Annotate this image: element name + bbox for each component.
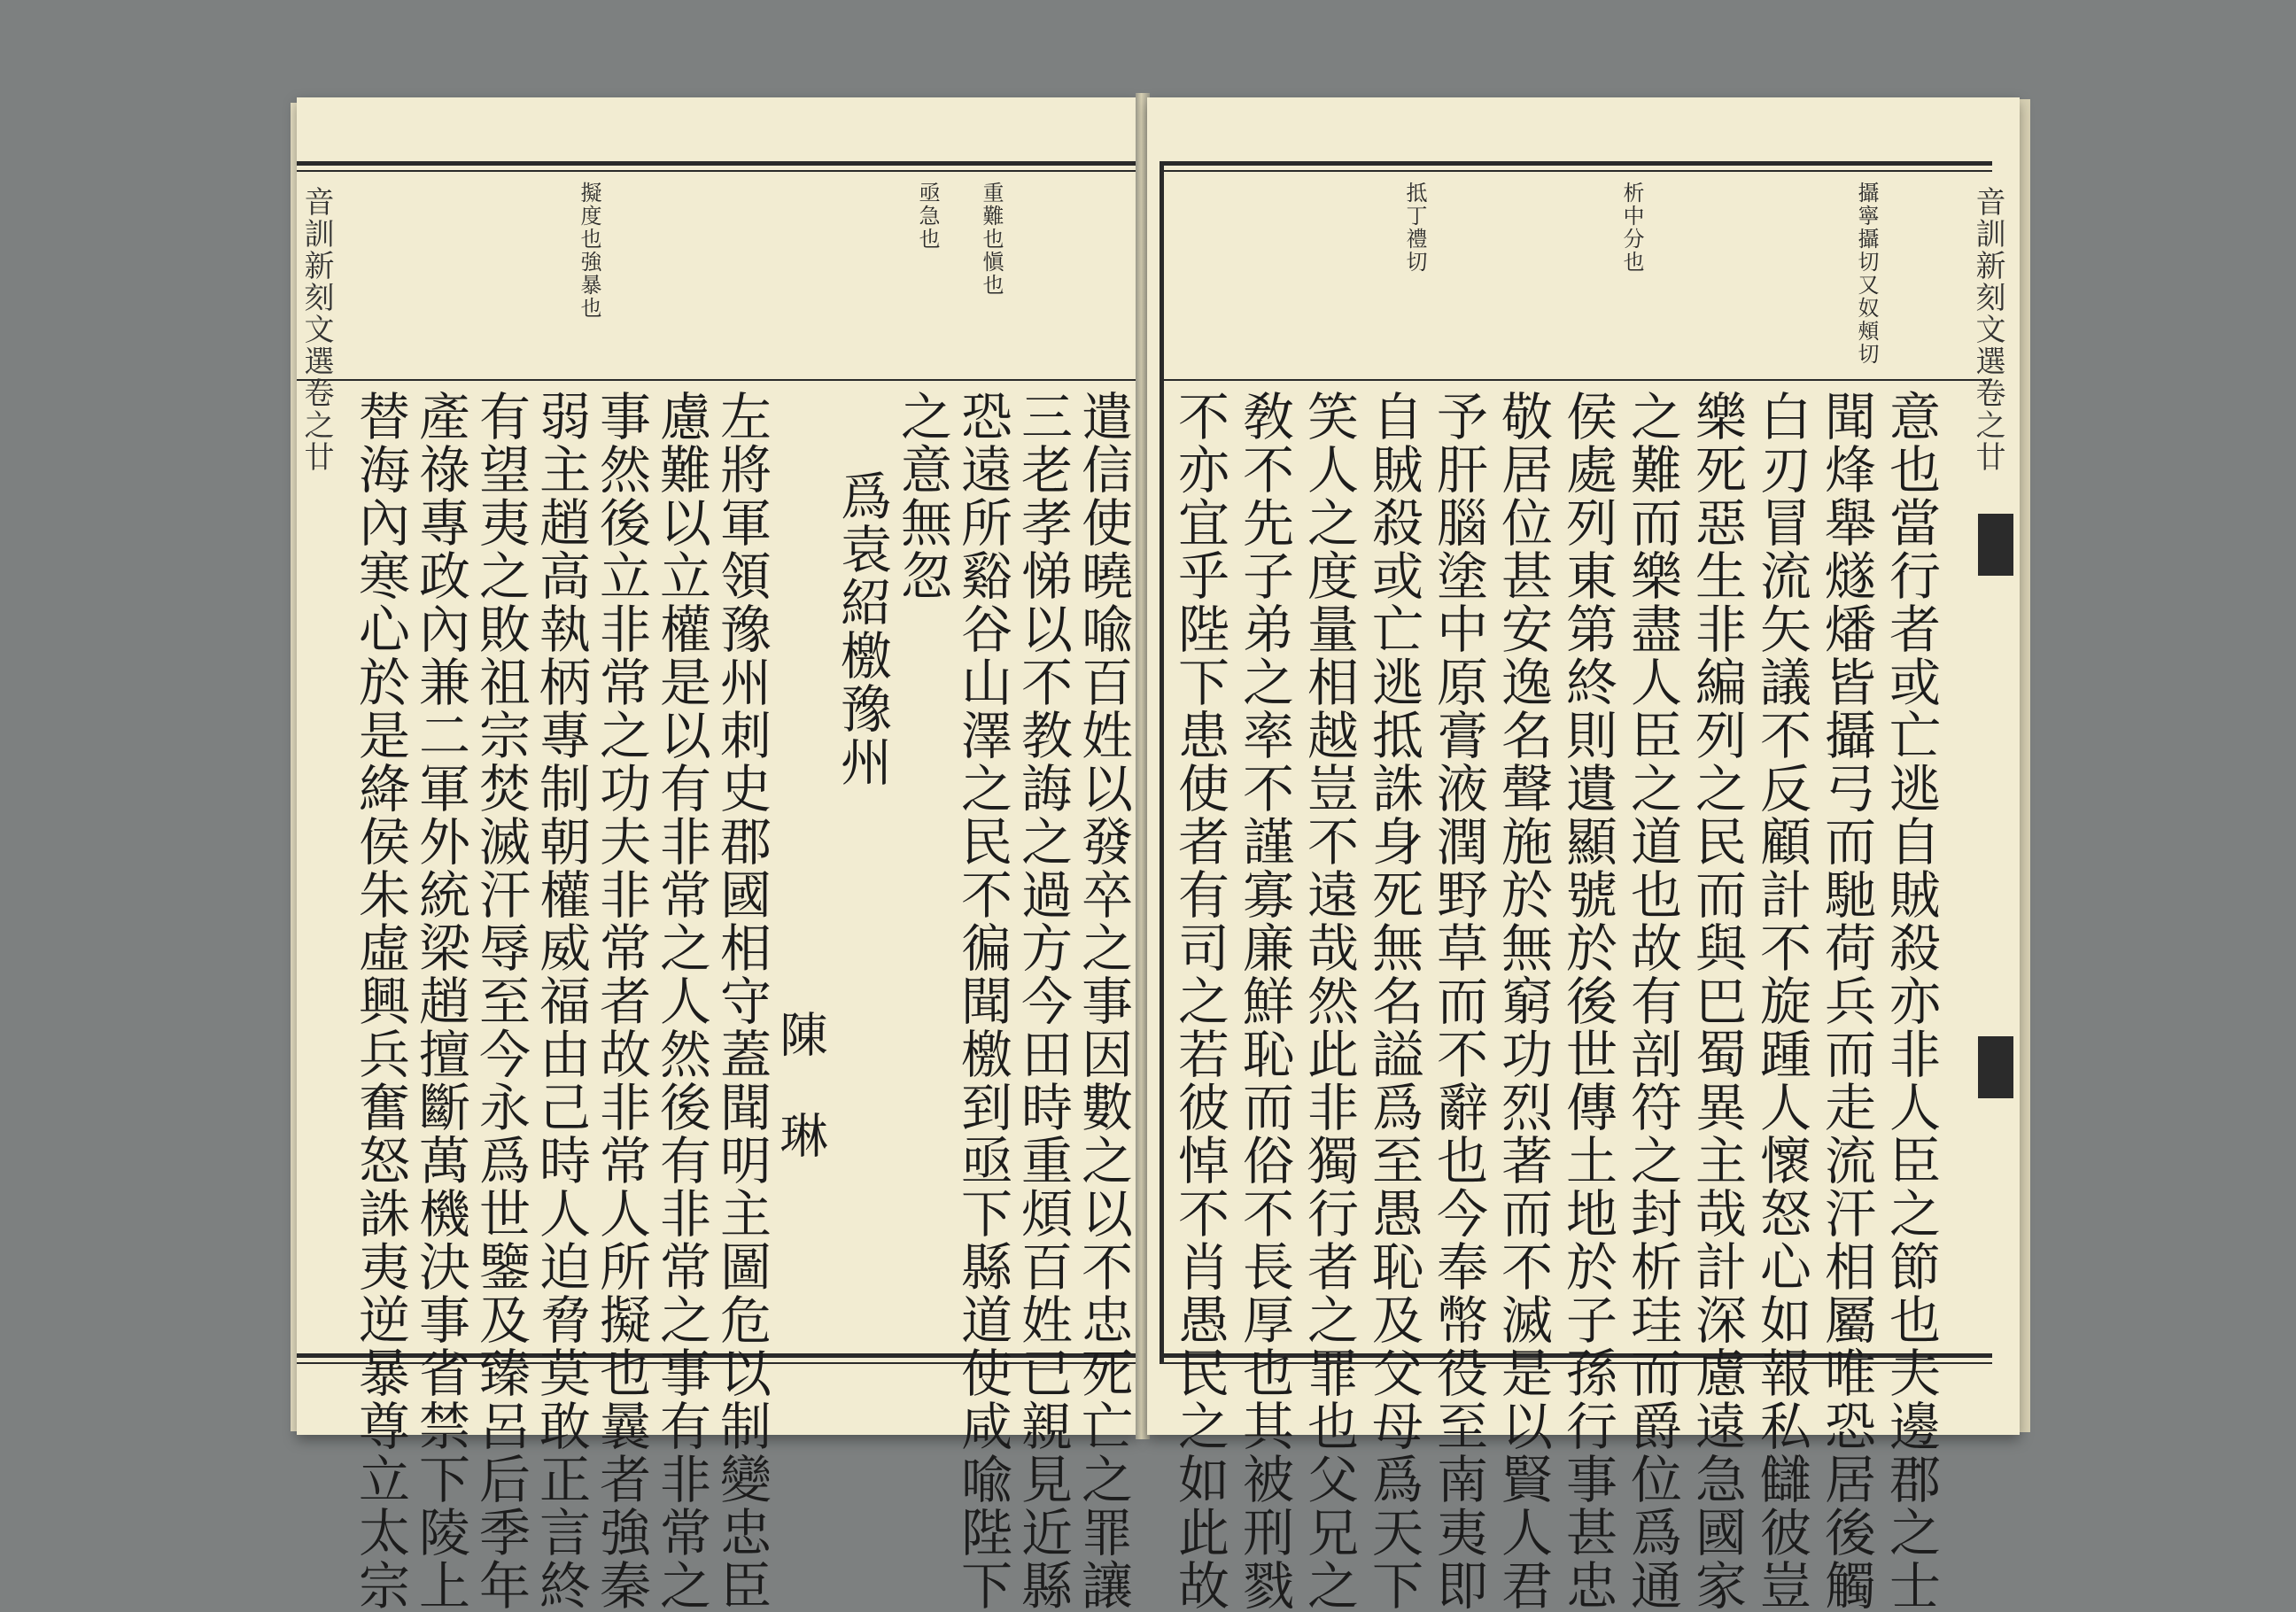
left-margin-title: 音訓新刻文選卷之廿: [299, 186, 334, 473]
left-column-3: 有望夷之敗祖宗焚滅汗辱至今永爲世鑒及臻呂后季年: [470, 390, 531, 1612]
right-left-border: [1160, 161, 1164, 1362]
left-column-7: 左將軍領豫州刺史郡國相守蓋聞明主圖危以制變忠臣: [711, 390, 772, 1612]
left-head-note-1: 擬度也強暴也: [577, 182, 601, 320]
left-column-10: 三老孝悌以不教誨之過方今田時重煩百姓已親見近縣: [1012, 390, 1073, 1612]
left-column-11: 遣信使曉喩百姓以發卒之事因數之以不忠死亡之罪讓: [1073, 390, 1133, 1612]
right-head-note-1: 抵丁禮切: [1402, 182, 1427, 274]
left-body-rule: [297, 379, 1138, 381]
left-column-6: 慮難以立權是以有非常之人然後有非常之事有非常之: [651, 390, 711, 1612]
right-margin-title: 音訓新刻文選卷之廿: [1970, 186, 2005, 473]
right-column-3: 笑人之度量相越豈不遠哉然此非獨行者之罪也父兄之: [1299, 390, 1359, 1612]
left-column-5: 事然後立非常之功夫非常者故非常人所擬也曩者強秦: [591, 390, 651, 1612]
author-name: 陳琳: [772, 1010, 828, 1212]
right-column-12: 意也當行者或亡逃自賊殺亦非人臣之節也夫邊郡之士: [1881, 390, 1941, 1612]
right-top-rule: [1160, 161, 1992, 166]
left-head-note-3: 重難也愼也: [979, 182, 1004, 297]
right-body-rule: [1160, 379, 1992, 381]
right-column-7: 侯處列東第終則遺顯號於後世傳土地於子孫行事甚忠: [1557, 390, 1617, 1612]
left-head-note-2: 亟急也: [915, 182, 940, 251]
left-column-8: 之意無忽: [892, 390, 952, 602]
right-head-note-2: 析中分也: [1619, 182, 1644, 274]
right-column-8: 之難而樂盡人臣之道也故有剖符之封析珪而爵位爲通: [1622, 390, 1682, 1612]
left-column-4: 弱主趙高執柄專制朝權威福由己時人迫脅莫敢正言終: [531, 390, 591, 1612]
right-page: [1147, 97, 2020, 1612]
left-head-rule: [297, 170, 1138, 172]
left-top-rule: [297, 161, 1138, 166]
right-column-4: 自賊殺或亡逃抵誅身死無名謚爲至愚恥及父母爲天下: [1363, 390, 1423, 1612]
right-column-10: 白刃冒流矢議不反顧計不旋踵人懷怒心如報私讎彼豈: [1751, 390, 1811, 1612]
essay-title: 爲袁紹檄豫州: [832, 469, 892, 788]
right-column-6: 敬居位甚安逸名聲施於無窮功烈著而不滅是以賢人君: [1493, 390, 1553, 1612]
left-column-9: 恐遠所谿谷山澤之民不徧聞檄到亟下縣道使咸喩陛下: [952, 390, 1012, 1612]
right-column-9: 樂死惡生非編列之民而與巴蜀異主哉計深慮遠急國家: [1687, 390, 1747, 1612]
right-head-note-3: 攝寧攝切又奴頰切: [1854, 182, 1879, 366]
right-head-rule: [1160, 170, 1992, 172]
left-column-2: 產祿專政內兼二軍外統梁趙擅斷萬機決事省禁下陵上: [410, 390, 470, 1612]
left-column-1: 替海內寒心於是絳侯朱虛興兵奮怒誅夷逆暴尊立太宗: [350, 390, 410, 1612]
left-page: [297, 97, 1138, 1612]
right-column-1: 不亦宜乎陛下患使者有司之若彼悼不肖愚民之如此故: [1169, 390, 1229, 1612]
right-column-2: 敎不先子弟之率不謹寡廉鮮恥而俗不長厚也其被刑戮: [1234, 390, 1294, 1612]
right-column-11: 聞烽舉燧燔皆攝弓而馳荷兵而走流汗相屬唯恐居後觸: [1816, 390, 1876, 1612]
right-column-5: 予肝腦塗中原膏液潤野草而不辭也今奉幣役至南夷即: [1428, 390, 1488, 1612]
